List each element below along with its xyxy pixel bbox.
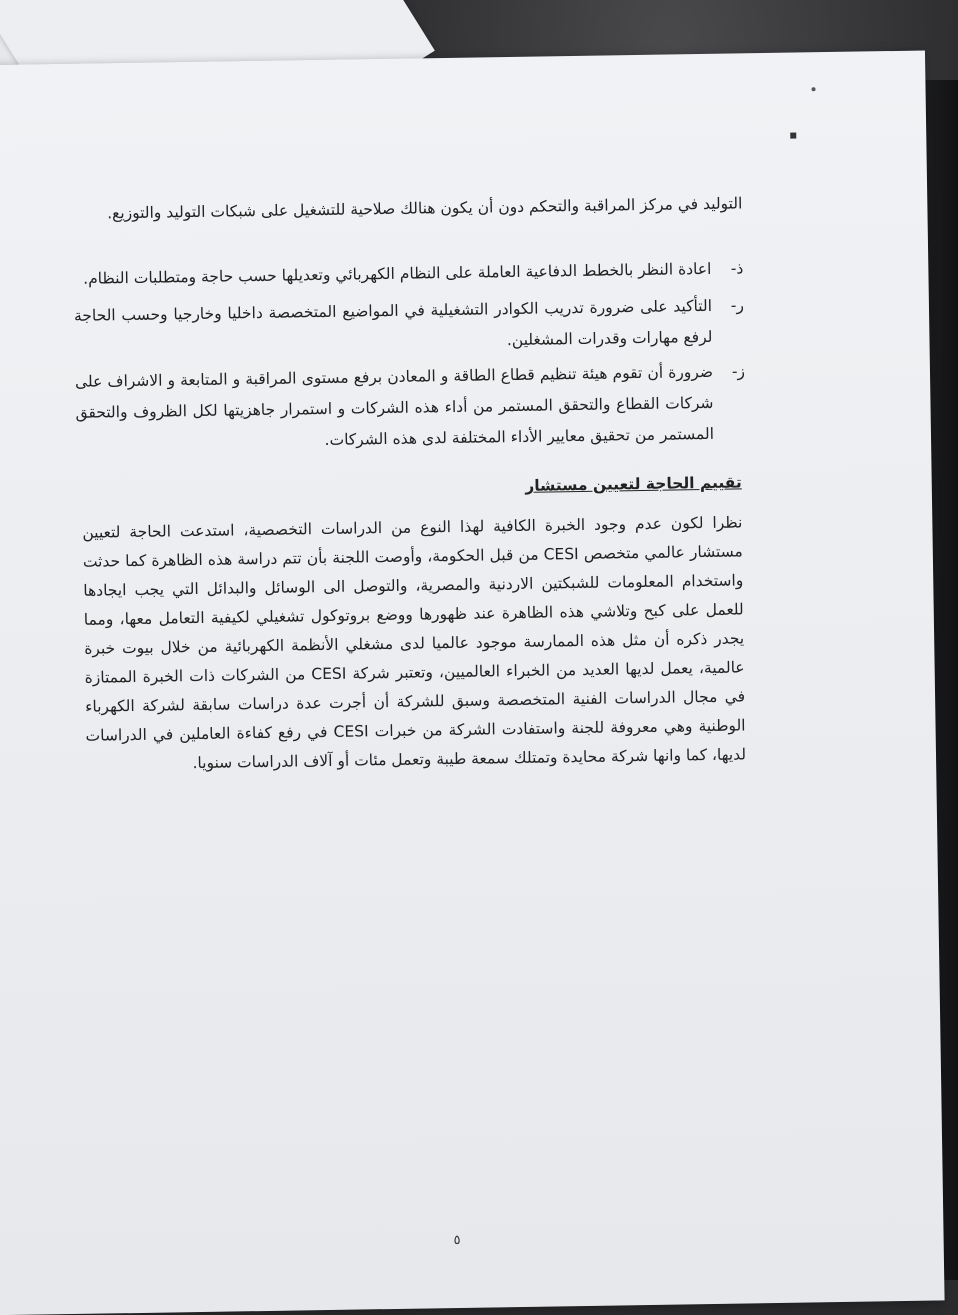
document-page — [0, 50, 945, 1315]
section-paragraph: نظرا لكون عدم وجود الخبرة الكافية لهذا النوع من الدراسات التخصصية، استدعت الحاجة لتعيين مستشار عالمي متخصص CESI من قبل الحكومة، وأوصت اللجنة بأن تتم دراسة هذه الظاهرة كما حدثت واستخدام المعلومات للشبكتين الاردنية والمصرية، والتوصل الى الوسائل والبدائل التي يجب ايجادها للعمل على كبح وتلاشي هذه الظاهرة عند ظهورها ووضع بروتوكول تشغيلي لكيفية التعامل معها، ومما يجدر ذكره أن مثل هذه الممارسة موجود عالميا لدى مشغلي الأنظمة الكهربائية من خلال بيوت خبرة عالمية، يعمل لديها العديد من الخبراء العالميين، وتعتبر شركة CESI من الشركات ذات الخبرة الممتازة في مجال الدراسات الفنية المتخصصة وسبق للشركة أن أجرت عدة دراسات سابقة لشركة الكهرباء الوطنية وهي معروفة للجنة واستفادت الشركة من خبرات CESI في رفع كفاءة العاملين في الدراسات لديها، كما وانها شركة محايدة وتمتلك سمعة طيبة وتعمل مئات أو آلاف الدراسات سنويا. — [82, 513, 747, 773]
list-item-text: ضرورة أن تقوم هيئة تنظيم قطاع الطاقة و المعادن برفع مستوى المراقبة و المتابعة و الاشراف على شركات القطاع والتحقق المستمر من أداء هذه الشركات و استمرار جاهزيتها لكل الظروف والتحقق المستمر من تحقيق معايير الأداء المختلفة لدى هذه الشركات. — [74, 362, 715, 449]
list-marker: ر- — [730, 296, 745, 315]
list-item — [75, 356, 746, 460]
page-mark-dot — [812, 87, 816, 91]
list-item — [74, 290, 745, 363]
list-item-text: اعادة النظر بالخطط الدفاعية العاملة على النظام الكهربائي وتعديلها حسب حاجة ومتطلبات النظام. — [83, 259, 712, 288]
list-marker: ذ- — [730, 259, 744, 278]
list-marker: ز- — [731, 362, 746, 381]
continuation-paragraph: التوليد في مركز المراقبة والتحكم دون أن يكون هنالك صلاحية للتشغيل على شبكات التوليد والتوزيع. — [107, 194, 743, 223]
list-item-text: التأكيد على ضرورة تدريب الكوادر التشغيلية في المواضيع المتخصصة داخليا وخارجيا وحسب الحاجة لرفع مهارات وقدرات المشغلين. — [73, 296, 713, 350]
page-number: ٥ — [453, 1232, 461, 1249]
section-heading: تقييم الحاجة لتعيين مستشار — [525, 473, 742, 495]
list-item — [73, 253, 743, 295]
recommendation-list — [73, 253, 746, 459]
page-mark-square — [790, 133, 796, 139]
